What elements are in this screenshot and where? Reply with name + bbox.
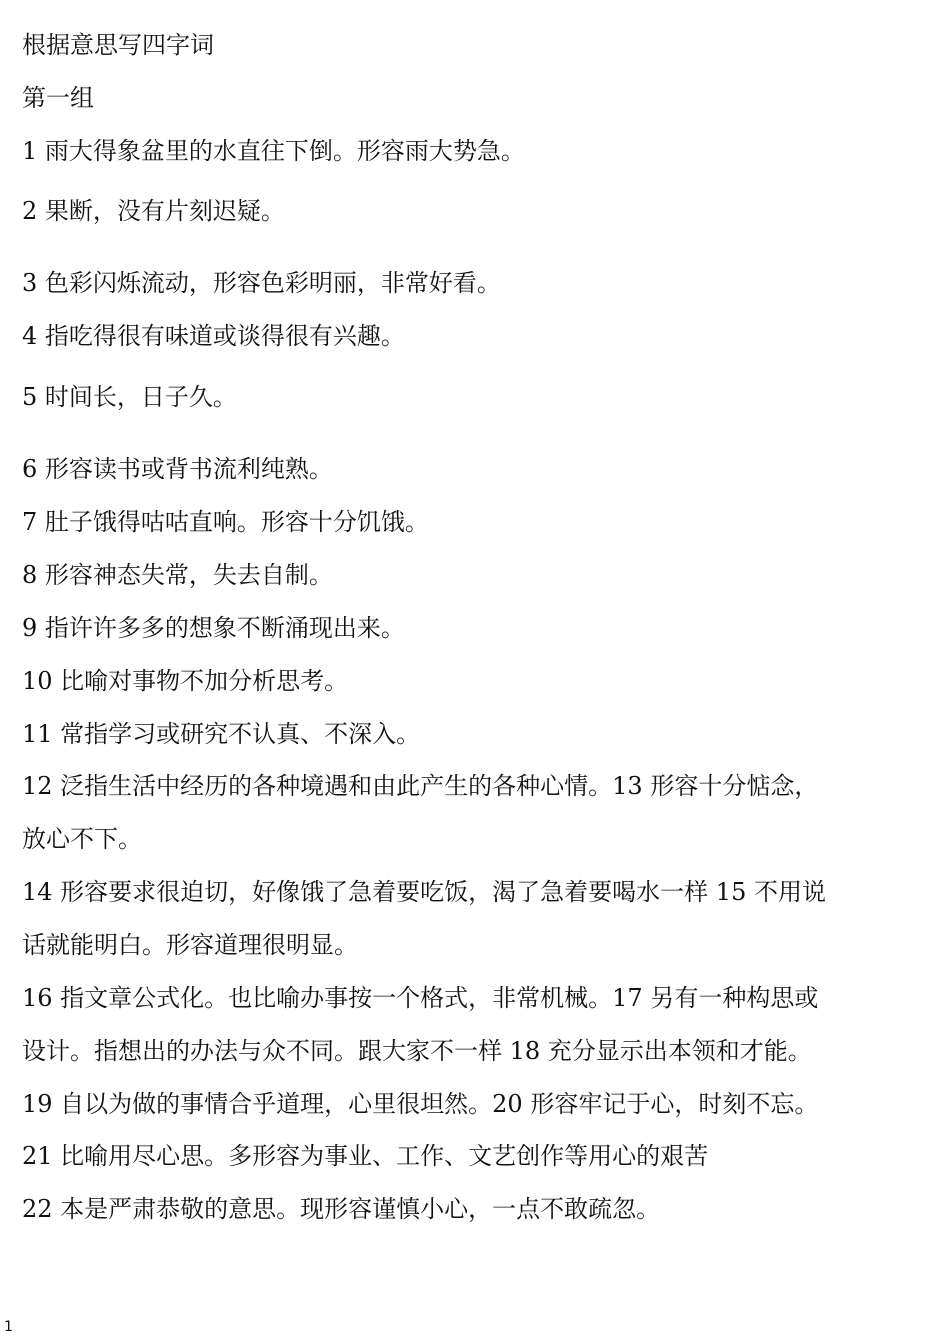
text-line: 放心不下。 (22, 825, 142, 853)
text-line: 12 泛指生活中经历的各种境遇和由此产生的各种心情。13 形容十分惦念， (22, 772, 819, 800)
text-line: 22 本是严肃恭敬的意思。现形容谨慎小心，一点不敢疏忽。 (22, 1195, 661, 1223)
text-line: 设计。指想出的办法与众不同。跟大家不一样 18 充分显示出本领和才能。 (22, 1037, 812, 1065)
text-line: 6 形容读书或背书流利纯熟。 (22, 455, 333, 483)
text-line: 话就能明白。形容道理很明显。 (22, 931, 358, 959)
text-line: 10 比喻对事物不加分析思考。 (22, 667, 349, 695)
document-title: 根据意思写四字词 (22, 31, 214, 59)
text-line: 19 自以为做的事情合乎道理，心里很坦然。20 形容牢记于心，时刻不忘。 (22, 1090, 819, 1118)
text-line: 2 果断，没有片刻迟疑。 (22, 197, 285, 225)
text-line: 1 雨大得象盆里的水直往下倒。形容雨大势急。 (22, 137, 525, 165)
text-line: 5 时间长，日子久。 (22, 383, 237, 411)
text-line: 11 常指学习或研究不认真、不深入。 (22, 720, 421, 748)
text-line: 8 形容神态失常，失去自制。 (22, 561, 333, 589)
group-heading: 第一组 (22, 84, 94, 112)
page-number: 1 (4, 1319, 13, 1335)
text-line: 9 指许许多多的想象不断涌现出来。 (22, 614, 405, 642)
text-line: 3 色彩闪烁流动，形容色彩明丽，非常好看。 (22, 269, 501, 297)
text-line: 4 指吃得很有味道或谈得很有兴趣。 (22, 322, 405, 350)
text-line: 16 指文章公式化。也比喻办事按一个格式，非常机械。17 另有一种构思或 (22, 984, 819, 1012)
text-line: 7 肚子饿得咕咕直响。形容十分饥饿。 (22, 508, 429, 536)
text-line: 14 形容要求很迫切，好像饿了急着要吃饭，渴了急着要喝水一样 15 不用说 (22, 878, 826, 906)
text-line: 21 比喻用尽心思。多形容为事业、工作、文艺创作等用心的艰苦 (22, 1142, 709, 1170)
